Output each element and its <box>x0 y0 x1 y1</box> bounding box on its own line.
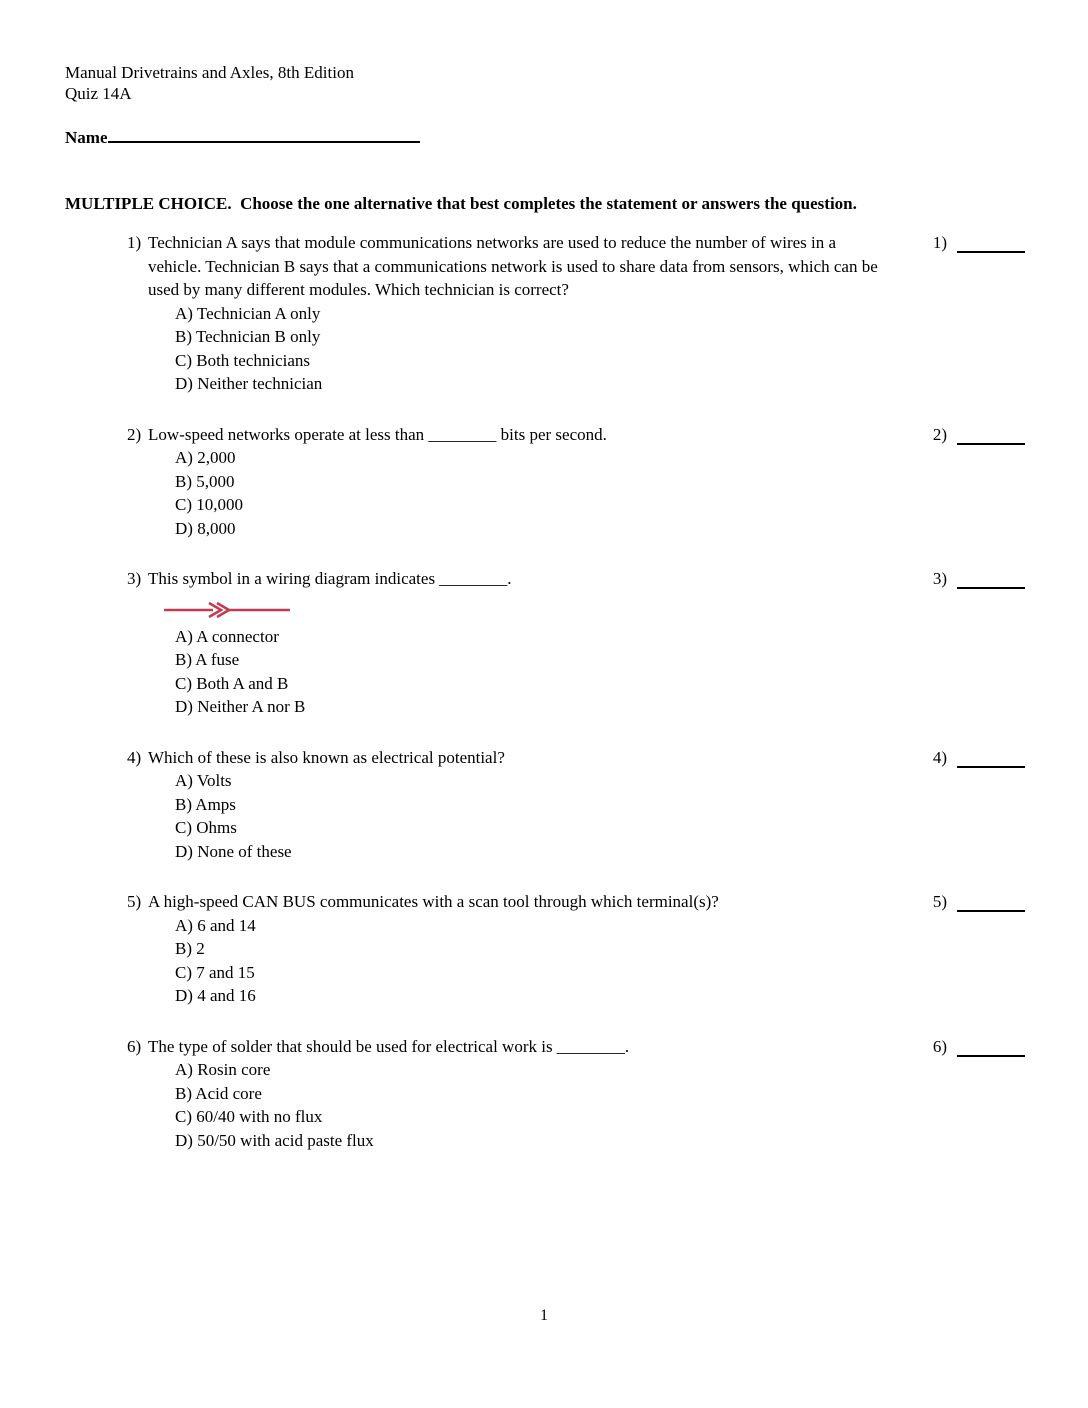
symbol-row <box>163 601 1025 619</box>
option-b: B) Technician B only <box>175 327 321 346</box>
answer-slot <box>933 890 1025 914</box>
question-number: 6) <box>127 1036 142 1056</box>
option-d: D) 50/50 with acid paste flux <box>175 1130 374 1150</box>
option-c: C) 60/40 with no flux <box>175 1107 323 1126</box>
answer-blank-line <box>957 1035 1025 1057</box>
question-text: A high-speed CAN BUS communicates with a scan tool through which terminal(s)? <box>148 892 719 911</box>
question-number: 1) <box>127 233 142 252</box>
question-number: 4) <box>127 747 142 767</box>
option-b: B) 2 <box>175 939 205 958</box>
answer-slot <box>933 746 1025 770</box>
question-number: 5) <box>127 892 142 911</box>
option-a: A) 6 and 14 <box>175 915 256 935</box>
answer-slot <box>933 231 1025 255</box>
name-row <box>65 123 1025 149</box>
question-number: 2) <box>127 424 142 444</box>
answer-slot <box>933 423 1025 447</box>
answer-number: 4) <box>932 747 947 767</box>
document-header <box>65 62 1025 104</box>
document-title: Manual Drivetrains and Axles, 8th Edition <box>65 63 354 82</box>
name-blank-line <box>108 123 420 143</box>
question-1 <box>65 231 1025 396</box>
option-c: C) Ohms <box>175 818 237 837</box>
answer-number: 3) <box>932 569 947 588</box>
question-text: The type of solder that should be used for electrical work is ________. <box>148 1036 630 1056</box>
option-b: B) A fuse <box>175 650 240 669</box>
answer-blank-line <box>957 746 1025 768</box>
question-number: 3) <box>127 569 142 588</box>
wiring-connector-symbol-icon <box>163 601 291 619</box>
option-c: C) 10,000 <box>175 495 243 514</box>
option-c: C) Both technicians <box>175 350 311 370</box>
option-c: C) 7 and 15 <box>175 962 255 982</box>
option-a: A) Technician A only <box>175 303 321 323</box>
question-text: This symbol in a wiring diagram indicates ________. <box>148 569 512 588</box>
question-list <box>65 231 1025 1152</box>
answer-slot <box>933 1035 1025 1059</box>
section-instructions: MULTIPLE CHOICE. Choose the one alternative that best completes the statement or answers the question. <box>65 194 857 213</box>
option-a: A) Volts <box>175 771 232 790</box>
option-list <box>175 1058 1025 1152</box>
question-text: Low-speed networks operate at less than ________ bits per second. <box>148 424 607 444</box>
option-a: A) A connector <box>175 626 279 646</box>
option-d: D) 4 and 16 <box>175 986 256 1005</box>
answer-slot <box>933 567 1025 591</box>
question-text: Technician A says that module communications networks are used to reduce the number of wires in a vehicle. Technician B says that a communications network is used to share data from sensors, which can be used by many different modules. Which technician is correct? <box>148 233 878 299</box>
option-b: B) Amps <box>175 794 236 814</box>
option-list <box>175 914 1025 1008</box>
answer-blank-line <box>957 423 1025 445</box>
option-a: A) 2,000 <box>175 448 236 467</box>
option-list <box>175 302 1025 396</box>
question-4 <box>65 746 1025 864</box>
question-2 <box>65 423 1025 541</box>
question-text: Which of these is also known as electrical potential? <box>148 747 505 767</box>
option-d: D) Neither A nor B <box>175 697 306 716</box>
option-list <box>175 625 1025 719</box>
option-d: D) None of these <box>175 841 292 861</box>
page-number: 1 <box>540 1307 548 1324</box>
option-list <box>175 446 1025 540</box>
option-d: D) Neither technician <box>175 374 323 393</box>
answer-blank-line <box>957 890 1025 912</box>
answer-blank-line <box>957 567 1025 589</box>
answer-number: 2) <box>932 424 947 444</box>
question-5 <box>65 890 1025 1008</box>
option-list <box>175 769 1025 863</box>
answer-blank-line <box>957 231 1025 253</box>
answer-number: 5) <box>932 892 947 911</box>
option-d: D) 8,000 <box>175 518 236 538</box>
question-6 <box>65 1035 1025 1153</box>
name-label: Name <box>65 128 108 147</box>
quiz-number: Quiz 14A <box>65 84 132 103</box>
option-b: B) Acid core <box>175 1083 262 1103</box>
option-c: C) Both A and B <box>175 673 289 693</box>
option-a: A) Rosin core <box>175 1060 271 1079</box>
answer-number: 6) <box>932 1036 947 1056</box>
answer-number: 1) <box>932 233 947 252</box>
question-3 <box>65 567 1025 719</box>
option-b: B) 5,000 <box>175 471 235 491</box>
